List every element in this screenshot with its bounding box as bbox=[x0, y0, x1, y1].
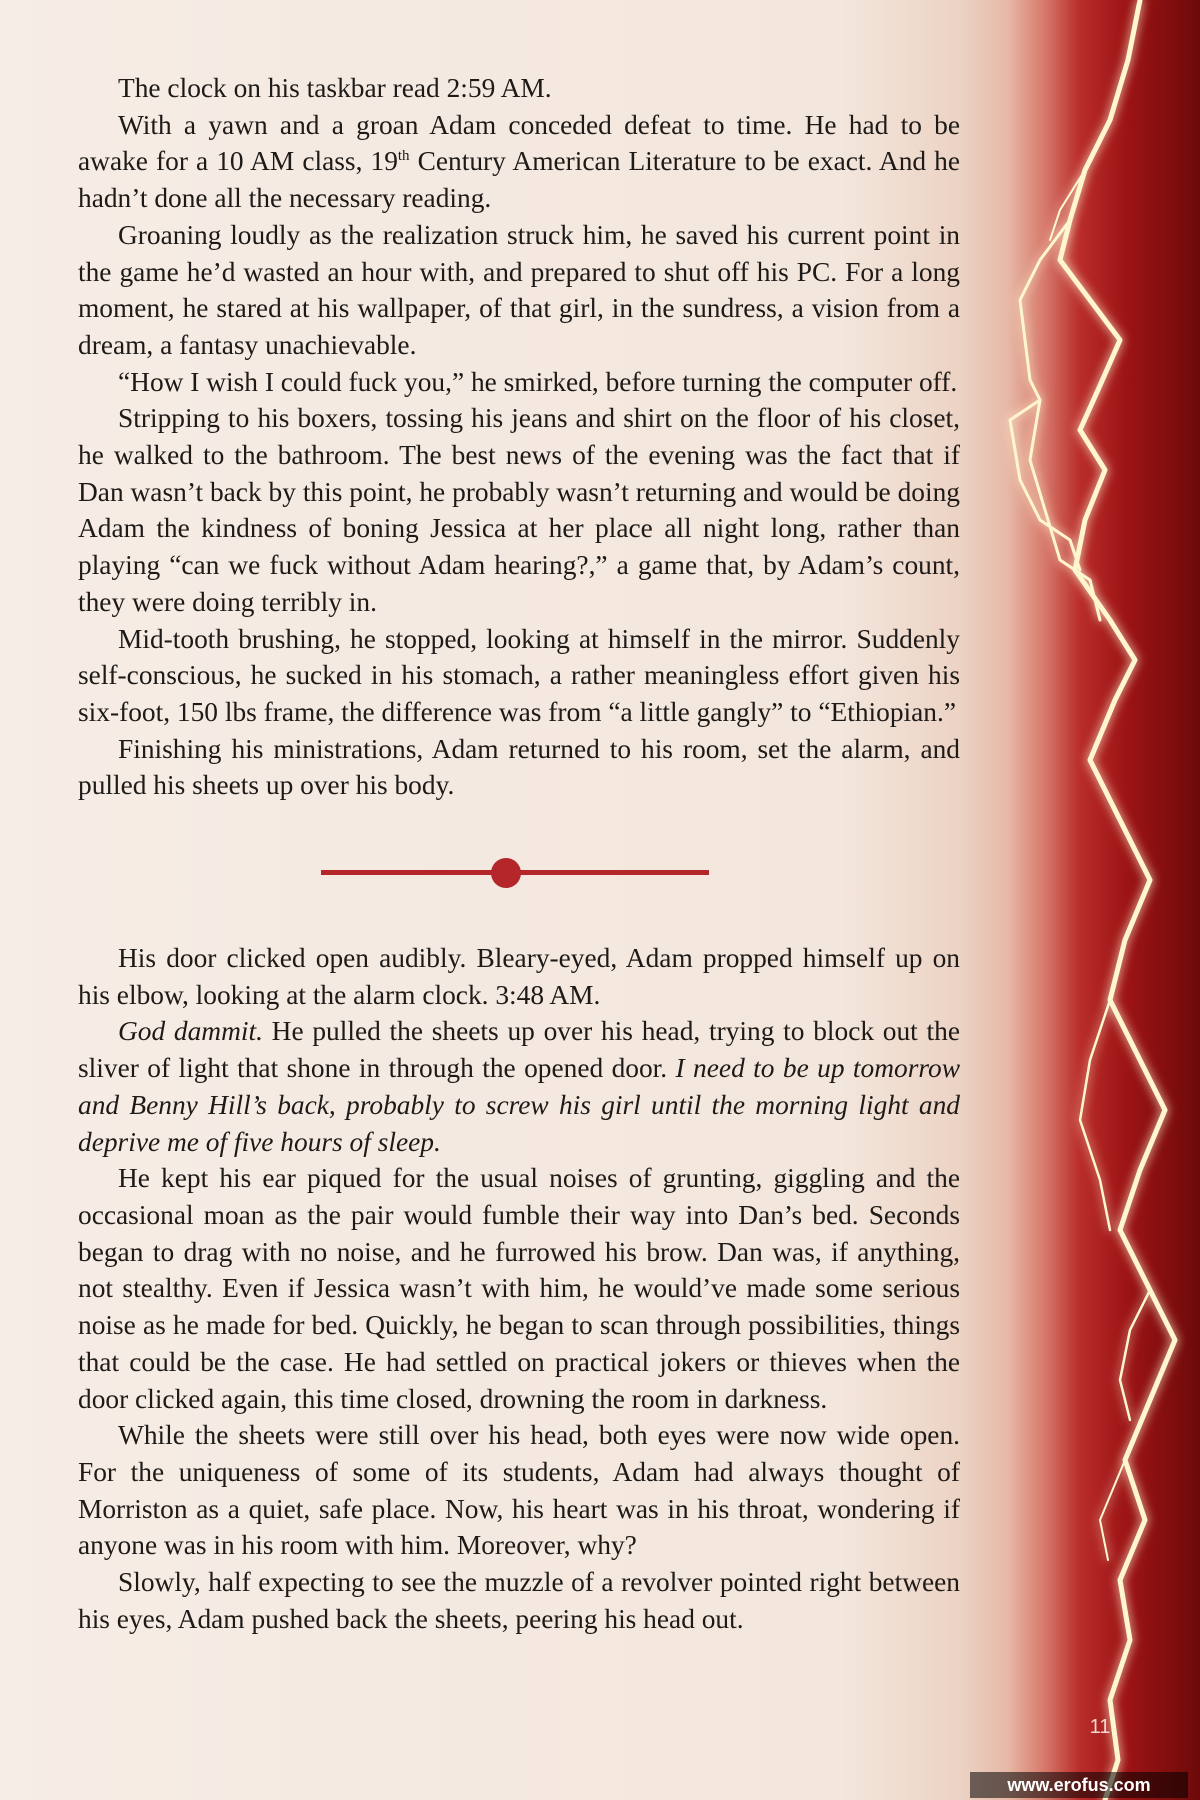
paragraph: While the sheets were still over his head, both eyes were now wide open. For the uniqueness of some of its students, Adam had always thought of Morriston as a quiet, safe place. Now, his heart was in his throat, wondering if anyone was in his room with him. Moreover, why? bbox=[78, 1420, 960, 1561]
paragraph: He kept his ear piqued for the usual noises of grunting, giggling and the occasional moan as the pair would fumble their way into Dan’s bed. Seconds began to drag with no noise, and he furrowed his brow. Dan was, if anything, not stealthy. Even if Jessica wasn’t with him, he would’ve made some serious noise as he made for bed. Quickly, he began to scan through possibilities, things that could be the case. He had settled on practical jokers or thieves when the door clicked again, this time closed, drowning the room in darkness. bbox=[78, 1163, 960, 1414]
paragraph: Stripping to his boxers, tossing his jeans and shirt on the floor of his closet, he walked to the bathroom. The best news of the evening was the fact that if Dan wasn’t back by this point, he probably wasn’t returning and would be doing Adam the kindness of boning Jessica at her place all night long, rather than playing “can we fuck without Adam hearing?,” a game that, by Adam’s count, they were doing terribly in. bbox=[78, 403, 960, 617]
paragraph-text: With a yawn and a groan Adam conceded defeat to time. He had to be awake for a 10 AM class, 19 bbox=[78, 109, 960, 177]
paragraph-text: He pulled the sheets up over his head, trying to block out the sliver of light that shone in through the opened door. bbox=[78, 1016, 960, 1084]
paragraph-text: Century American Literature to be exact. And he hadn’t done all the necessary reading. bbox=[78, 146, 961, 214]
italic-text: God dammit. bbox=[118, 1016, 263, 1047]
paragraph: Slowly, half expecting to see the muzzle of a revolver pointed right between his eyes, Adam pushed back the sheets, peering his head out. bbox=[78, 1567, 960, 1634]
paragraph: Mid-tooth brushing, he stopped, looking at himself in the mirror. Suddenly self-conscious, he sucked in his stomach, a rather meaningless effort given his six-foot, 150 lbs frame, the difference was from “a little gangly” to “Ethiopian.” bbox=[78, 623, 960, 727]
paragraph: His door clicked open audibly. Bleary-eyed, Adam propped himself up on his elbow, looking at the alarm clock. 3:48 AM. bbox=[78, 943, 960, 1010]
paragraph: “How I wish I could fuck you,” he smirked, before turning the computer off. bbox=[118, 366, 958, 397]
text-column bbox=[78, 70, 960, 1637]
superscript: th bbox=[397, 148, 410, 165]
italic-text: I need to be up tomorrow and Benny Hill’s back, probably to screw his girl until the morning light and deprive me of five hours of sleep. bbox=[78, 1053, 960, 1157]
paragraph bbox=[78, 1013, 960, 1160]
paragraph: The clock on his taskbar read 2:59 AM. bbox=[118, 73, 552, 103]
paragraph: Groaning loudly as the realization struck him, he saved his current point in the game he’d wasted an hour with, and prepared to shut off his PC. For a long moment, he stared at his wallpaper, of that girl, in the sundress, a vision from a dream, a fantasy unachievable. bbox=[78, 219, 960, 360]
section-divider bbox=[78, 804, 960, 940]
paragraph bbox=[78, 107, 960, 217]
divider-dot bbox=[491, 858, 521, 888]
paragraph: Finishing his ministrations, Adam returned to his room, set the alarm, and pulled his sheets up over his body. bbox=[78, 733, 960, 801]
watermark: www.erofus.com bbox=[970, 1772, 1188, 1798]
page-number: 11 bbox=[1089, 1716, 1111, 1738]
